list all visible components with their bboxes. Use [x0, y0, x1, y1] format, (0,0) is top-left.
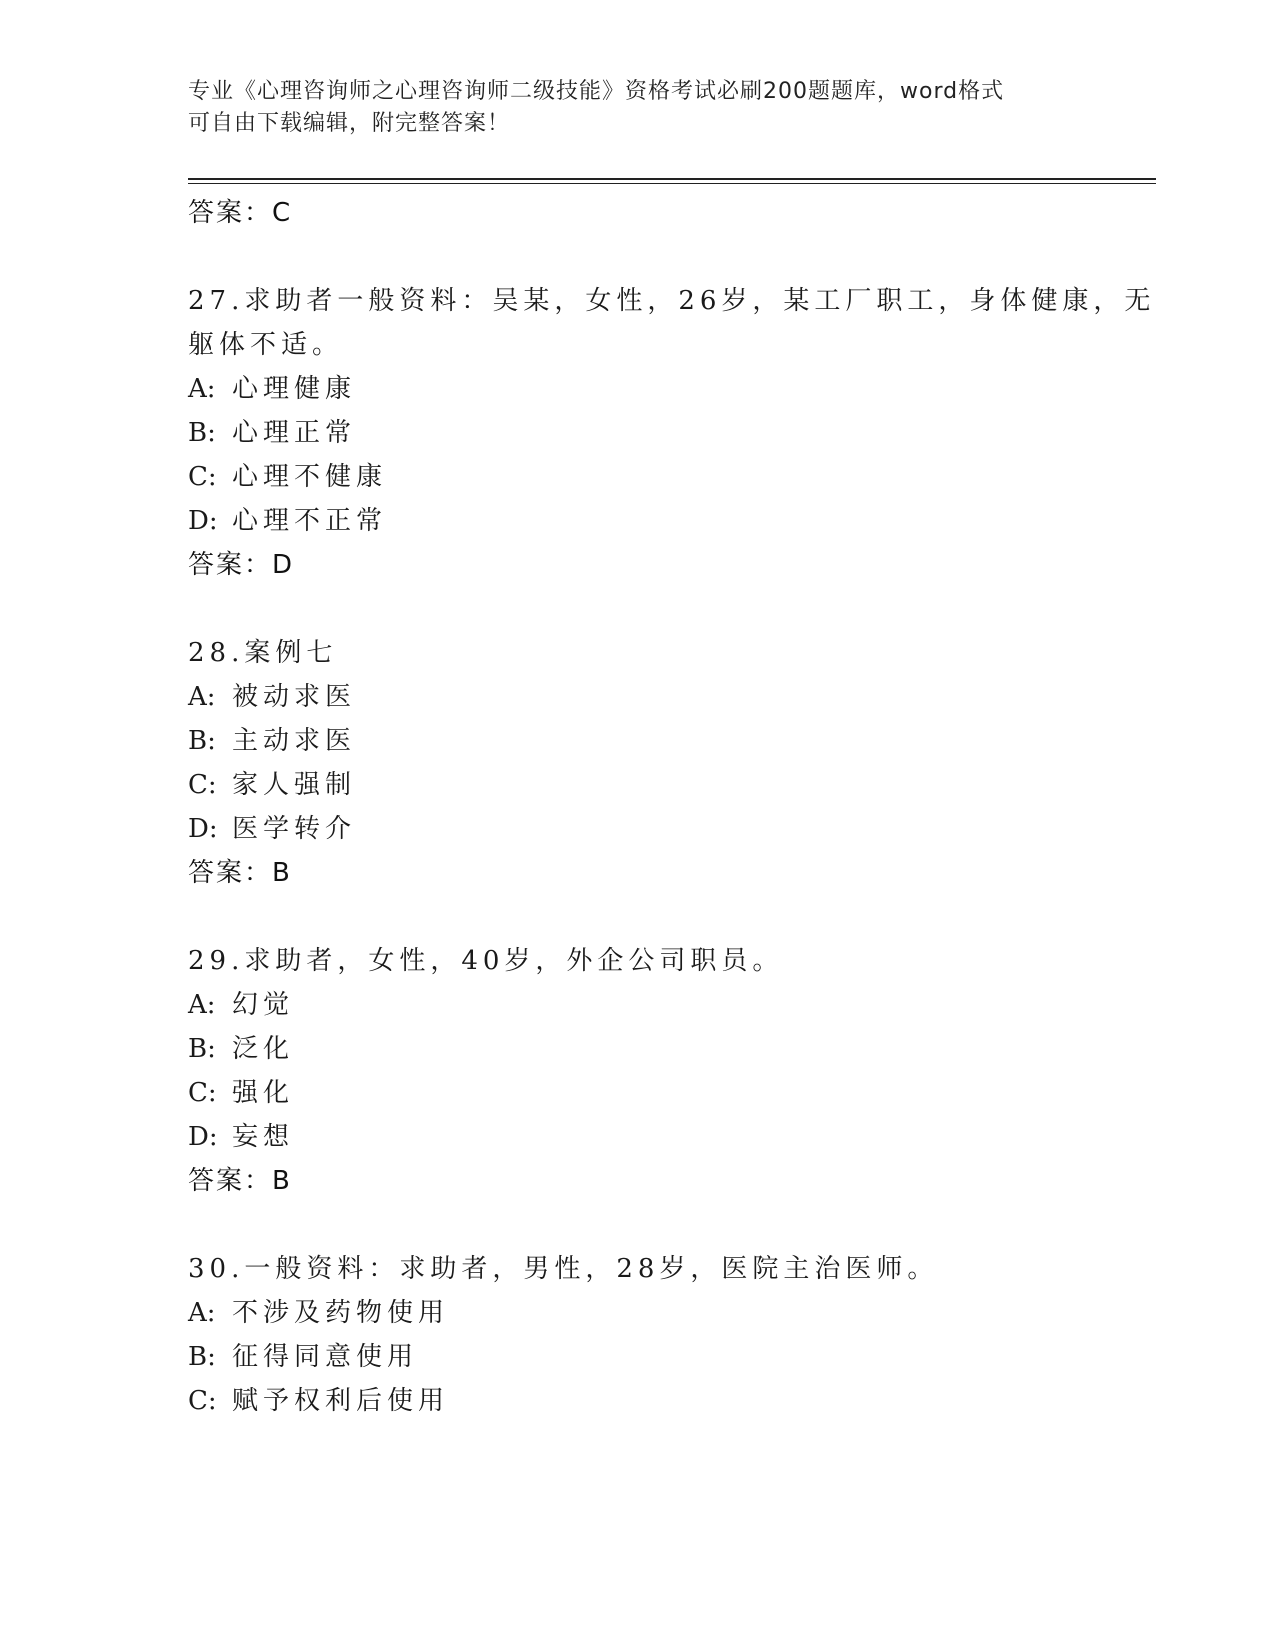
question-29-option-d [188, 1116, 294, 1153]
question-28-answer: 答案：B [188, 858, 292, 888]
question-29-option-c [188, 1072, 294, 1109]
option-text: 征得同意使用 [232, 1342, 419, 1372]
header-line-2: 可自由下载编辑，附完整答案！ [188, 111, 511, 136]
option-text: 被动求医 [232, 682, 357, 712]
question-30-stem: 30.一般资料：求助者，男性，28岁，医院主治医师。 [188, 1254, 939, 1284]
option-key: B: [188, 726, 216, 756]
option-text: 强化 [232, 1078, 295, 1108]
question-27-answer: 答案：D [188, 550, 295, 580]
option-text: 医学转介 [232, 814, 357, 844]
option-key: B: [188, 418, 216, 448]
question-27-option-d [188, 500, 387, 537]
header-rule-thin [188, 183, 1156, 184]
previous-answer: 答案：C [188, 198, 293, 228]
option-key: C: [188, 770, 217, 800]
option-key: A: [188, 682, 216, 712]
question-28-stem: 28.案例七 [188, 638, 338, 668]
option-text: 不涉及药物使用 [232, 1298, 450, 1328]
option-text: 泛化 [232, 1034, 295, 1064]
option-key: B: [188, 1034, 216, 1064]
question-30-option-c [188, 1380, 449, 1417]
option-key: D: [188, 814, 218, 844]
question-29-answer: 答案：B [188, 1166, 292, 1196]
option-key: C: [188, 1078, 217, 1108]
question-27-stem-line-2: 躯体不适。 [188, 330, 344, 360]
question-27-option-a [188, 368, 356, 405]
question-30-option-b [188, 1336, 418, 1373]
question-30-option-a [188, 1292, 449, 1329]
option-text: 赋予权利后使用 [232, 1386, 450, 1416]
option-text: 主动求医 [232, 726, 357, 756]
option-text: 妄想 [232, 1122, 295, 1152]
question-28-option-d [188, 808, 356, 845]
question-29-option-a [188, 984, 294, 1021]
question-27-option-c [188, 456, 387, 493]
document-header [188, 76, 1068, 140]
option-text: 心理健康 [232, 374, 357, 404]
header-rule-thick [188, 178, 1156, 180]
header-line-1: 专业《心理咨询师之心理咨询师二级技能》资格考试必刷200题题库，word格式 [188, 79, 1005, 104]
option-key: C: [188, 462, 217, 492]
question-29-stem: 29.求助者，女性，40岁，外企公司职员。 [188, 946, 784, 976]
option-key: A: [188, 374, 216, 404]
option-key: D: [188, 1122, 218, 1152]
option-text: 心理不健康 [232, 462, 388, 492]
option-key: A: [188, 990, 216, 1020]
option-text: 心理不正常 [232, 506, 388, 536]
question-28-option-c [188, 764, 356, 801]
question-28-option-b [188, 720, 356, 757]
option-key: D: [188, 506, 218, 536]
option-key: C: [188, 1386, 217, 1416]
question-27-option-b [188, 412, 356, 449]
option-key: A: [188, 1298, 216, 1328]
question-27-stem-line-1: 27.求助者一般资料：吴某，女性，26岁，某工厂职工，身体健康，无 [188, 286, 1156, 316]
question-29-option-b [188, 1028, 294, 1065]
option-text: 幻觉 [232, 990, 295, 1020]
question-28-option-a [188, 676, 356, 713]
option-text: 家人强制 [232, 770, 357, 800]
option-text: 心理正常 [232, 418, 357, 448]
option-key: B: [188, 1342, 216, 1372]
